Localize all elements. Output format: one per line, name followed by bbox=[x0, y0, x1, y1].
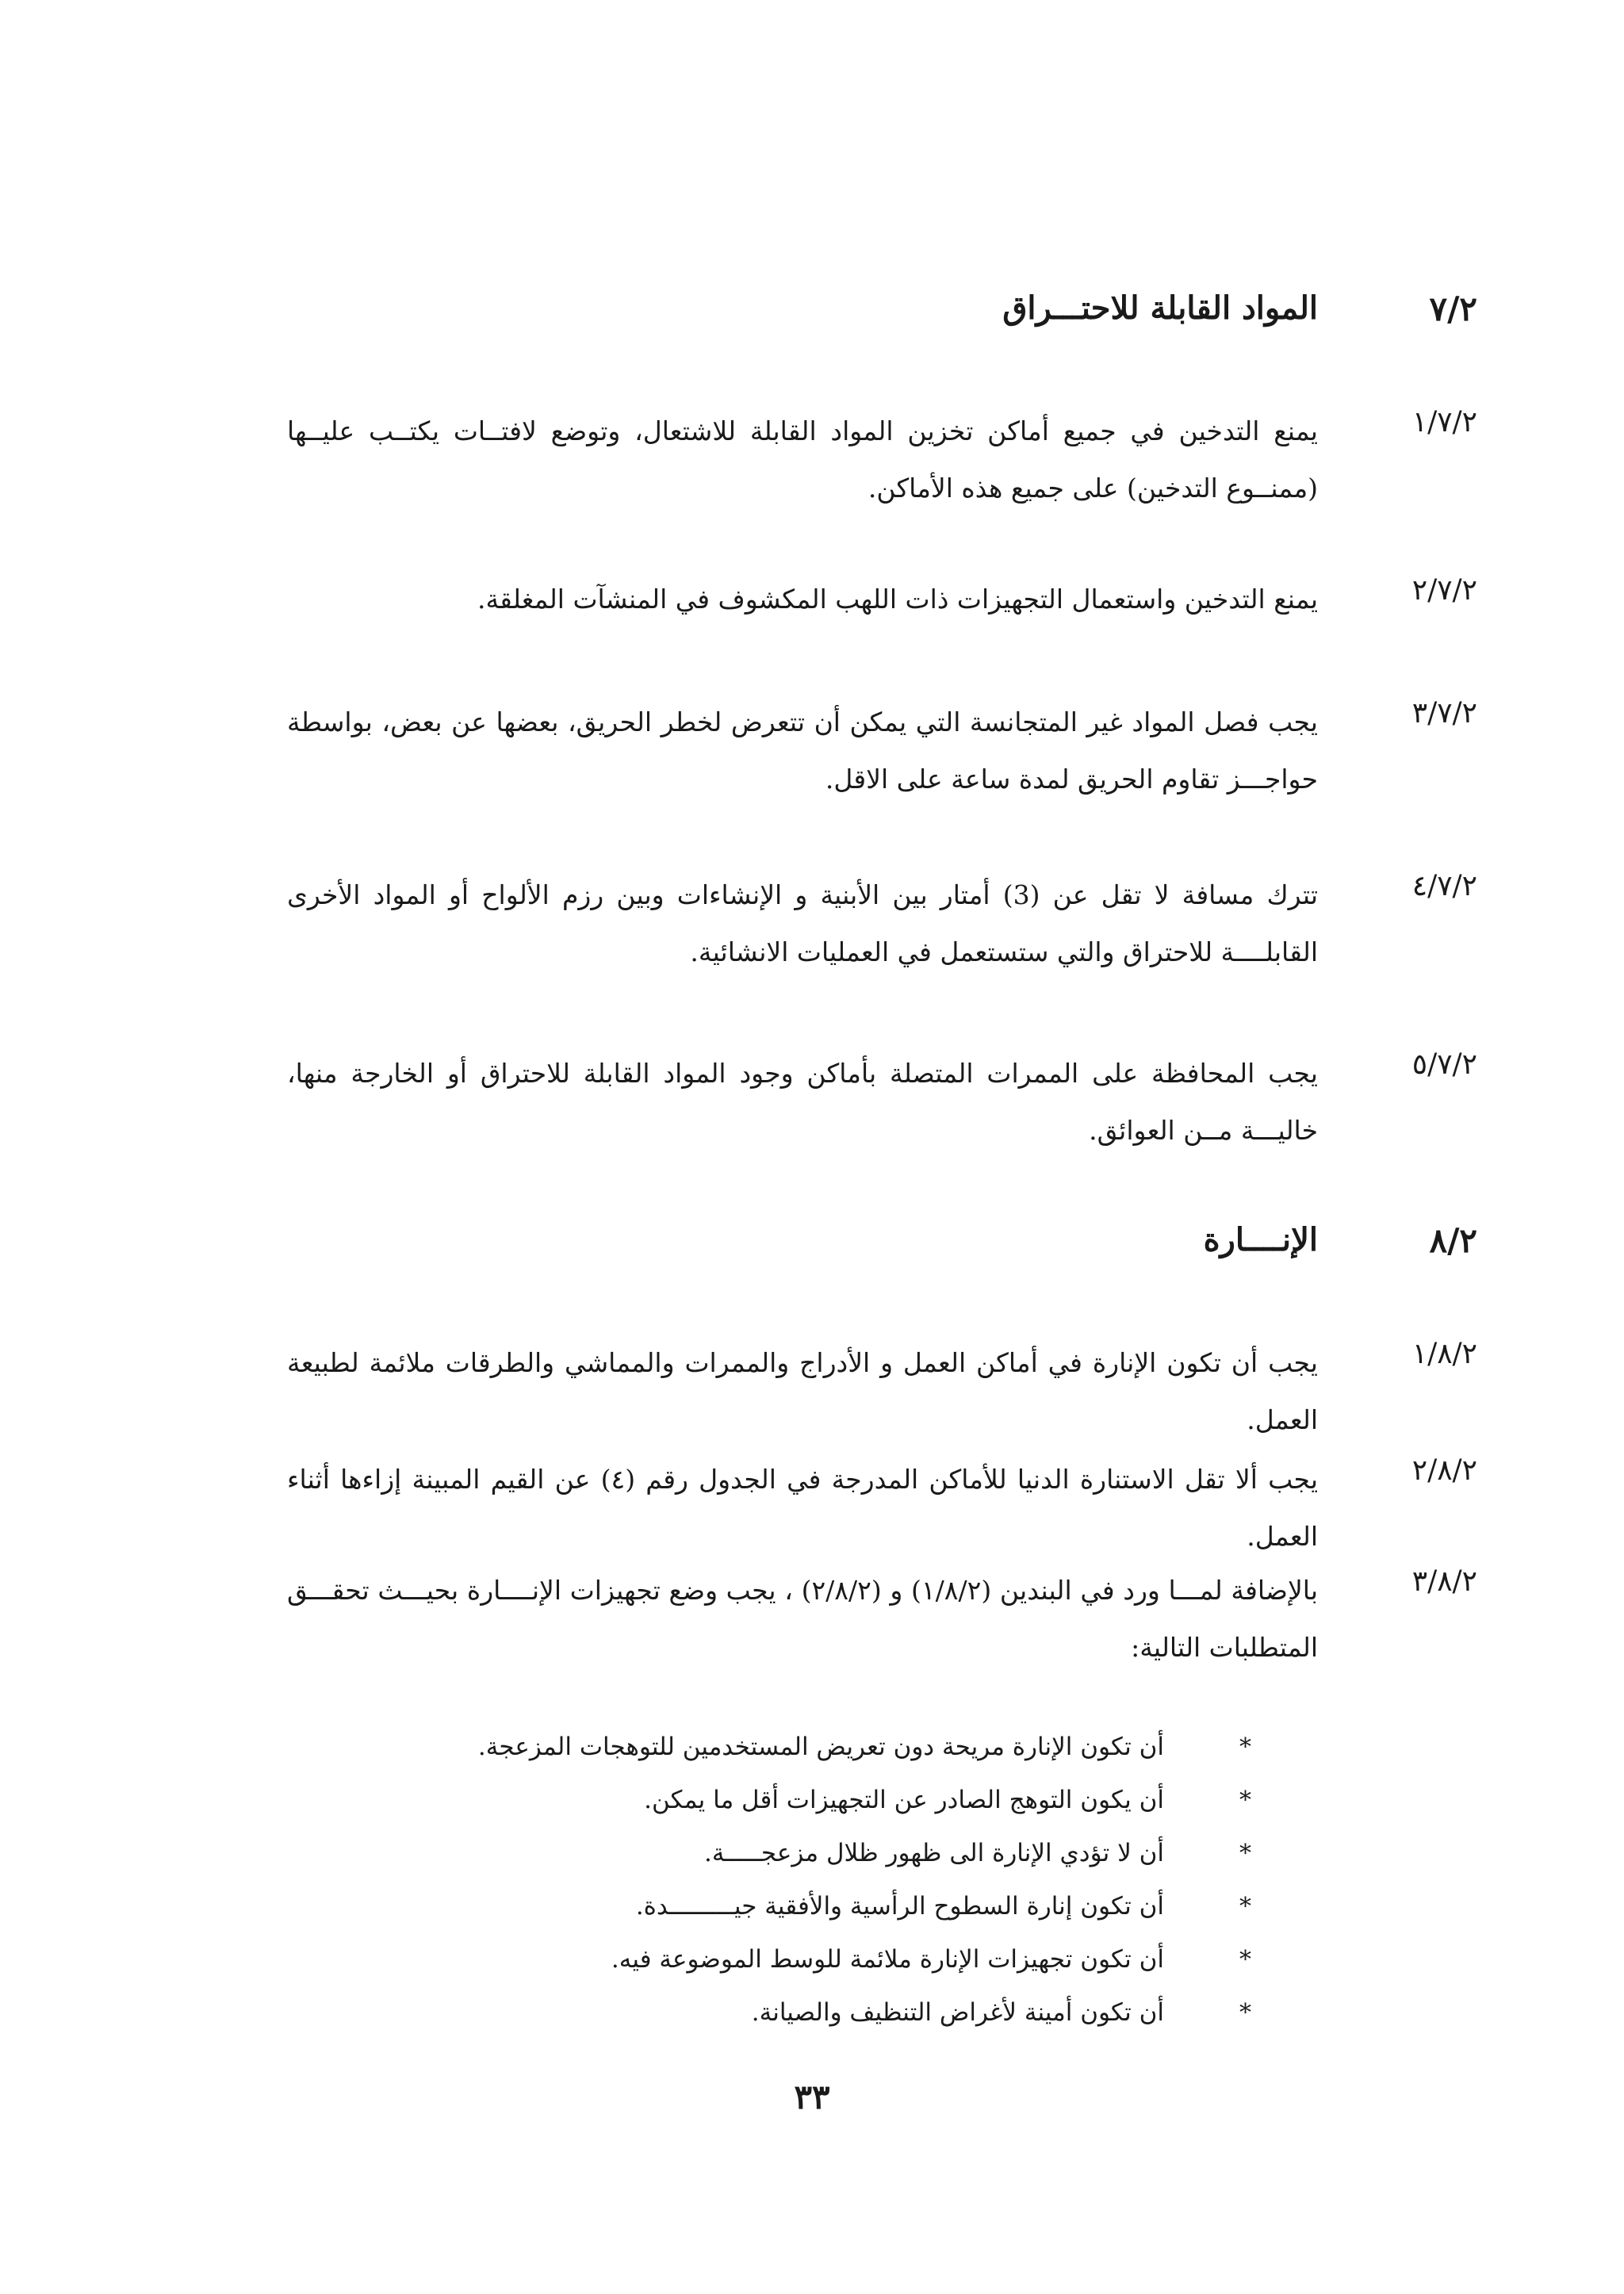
bullet-marker: * bbox=[1239, 1946, 1251, 1974]
list-item bbox=[478, 1986, 1251, 2039]
section-title: المواد القابلة للاحتـــراق bbox=[1002, 289, 1318, 327]
list-item-text: أن تكون الإنارة مريحة دون تعريض المستخدمين للتوهجات المزعجة. bbox=[477, 1733, 1164, 1761]
clause-number: ٥/٧/٢ bbox=[1411, 1048, 1477, 1081]
bullet-marker: * bbox=[1239, 1893, 1251, 1921]
list-item-text: أن تكون أمينة لأغراض التنظيف والصيانة. bbox=[751, 1998, 1164, 2027]
clause-text: يمنع التدخين في جميع أماكن تخزين المواد القابلة للاشتعال، وتوضع لافتــات يكتــب عليــها (ممنــوع التدخين) على جميع هذه الأماكن. bbox=[287, 416, 1318, 504]
list-item bbox=[478, 1774, 1251, 1827]
section-title: الإنــــارة bbox=[1203, 1221, 1318, 1258]
list-item bbox=[478, 1827, 1251, 1880]
clause-number: ٢/٨/٢ bbox=[1411, 1454, 1477, 1487]
bullet-marker: * bbox=[1239, 1999, 1251, 2027]
clause-number: ١/٧/٢ bbox=[1411, 406, 1477, 439]
clause-text: يمنع التدخين واستعمال التجهيزات ذات اللهب المكشوف في المنشآت المغلقة. bbox=[477, 584, 1318, 615]
clause-number: ٤/٧/٢ bbox=[1411, 870, 1477, 902]
clause-number: ١/٨/٢ bbox=[1411, 1338, 1477, 1370]
section-number: ٨/٢ bbox=[1429, 1221, 1477, 1260]
list-item bbox=[478, 1880, 1251, 1933]
list-item bbox=[478, 1721, 1251, 1774]
clause-text: يجب ألا تقل الاستنارة الدنيا للأماكن المدرجة في الجدول رقم (٤) عن القيم المبينة إزاءها أثناء العمل. bbox=[287, 1464, 1318, 1552]
list-item-text: أن تكون تجهيزات الإنارة ملائمة للوسط الموضوعة فيه. bbox=[611, 1945, 1164, 1974]
clause-text: يجب أن تكون الإنارة في أماكن العمل و الأدراج والممرات والمماشي والطرقات ملائمة لطبيعة العمل. bbox=[287, 1347, 1318, 1435]
clause-text: يجب المحافظة على الممرات المتصلة بأماكن وجود المواد القابلة للاحتراق أو الخارجة منها، خاليـــة مــن العوائق. bbox=[287, 1058, 1318, 1146]
bullet-marker: * bbox=[1239, 1733, 1251, 1761]
list-item-text: أن لا تؤدي الإنارة الى ظهور ظلال مزعجـــــة. bbox=[704, 1839, 1164, 1867]
list-item-text: أن تكون إنارة السطوح الرأسية والأفقية جيـــــــــدة. bbox=[635, 1892, 1164, 1921]
clause-text: بالإضافة لمـــا ورد في البندين (١/٨/٢) و (٢/٨/٢) ، يجب وضع تجهيزات الإنــــارة بحيـــث تحقـــق المتطلبات التالية: bbox=[287, 1575, 1319, 1663]
requirements-list bbox=[478, 1721, 1251, 2039]
bullet-marker: * bbox=[1239, 1787, 1251, 1814]
list-item-text: أن يكون التوهج الصادر عن التجهيزات أقل ما يمكن. bbox=[644, 1786, 1164, 1814]
page-number: ٣٣ bbox=[794, 2078, 830, 2116]
list-item bbox=[478, 1933, 1251, 1986]
clause-number: ٣/٧/٢ bbox=[1411, 697, 1477, 730]
clause-text: يجب فصل المواد غير المتجانسة التي يمكن أن تتعرض لخطر الحريق، بعضها عن بعض، بواسطة حواجـــز تقاوم الحريق لمدة ساعة على الاقل. bbox=[287, 707, 1318, 795]
section-number: ٧/٢ bbox=[1429, 289, 1477, 328]
clause-text: تترك مسافة لا تقل عن (3) أمتار بين الأبنية و الإنشاءات وبين رزم الألواح أو المواد الأخرى القابلــــة للاحتراق والتي ستستعمل في العمليات الانشائية. bbox=[287, 879, 1319, 967]
clause-number: ٣/٨/٢ bbox=[1411, 1565, 1477, 1598]
clause-number: ٢/٧/٢ bbox=[1411, 574, 1477, 607]
bullet-marker: * bbox=[1239, 1840, 1251, 1867]
